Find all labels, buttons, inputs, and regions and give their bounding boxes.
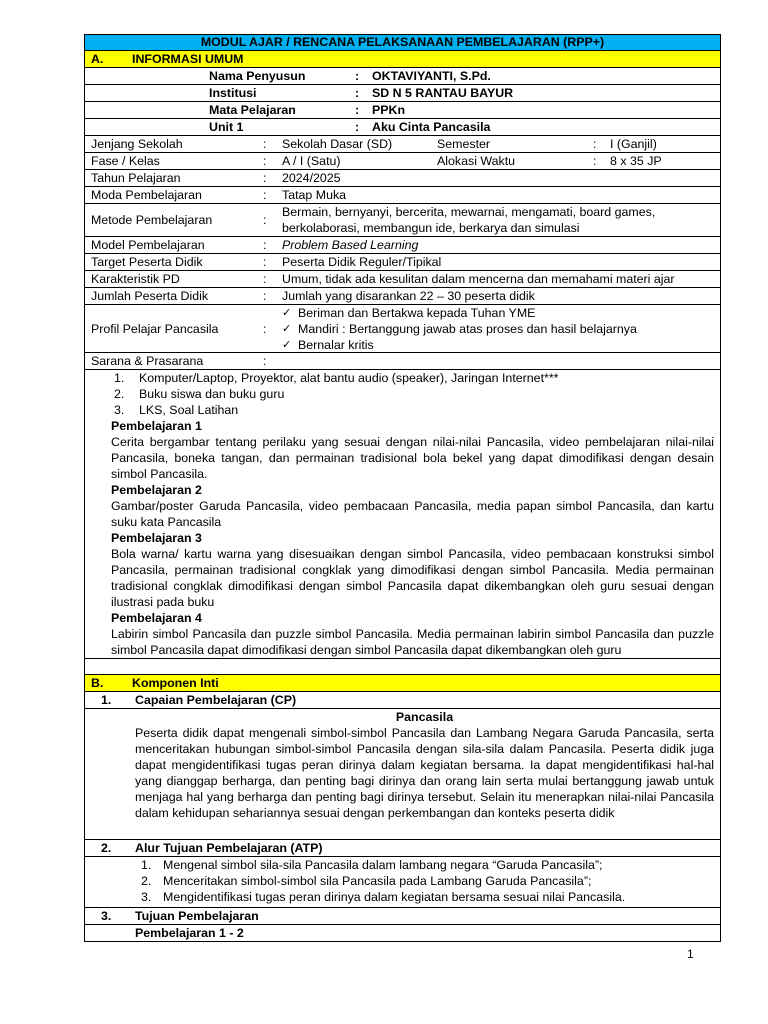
section-b-label: Komponen Inti (132, 676, 219, 690)
sarana-item (111, 386, 714, 402)
field-value: Bermain, bernyanyi, bercerita, mewarnai, mengamati, board games, berkolaborasi, membangun ide, berkarya dan simulasi (282, 205, 656, 235)
field-key: Fase / Kelas (91, 154, 160, 168)
atp-item-number: 2. (141, 874, 152, 888)
field-colon: : (263, 154, 267, 168)
info-row-institusi (84, 84, 721, 101)
section-b-header (84, 674, 721, 691)
field-value: 2024/2025 (282, 171, 341, 185)
field-colon: : (263, 238, 267, 252)
field-key: Moda Pembelajaran (91, 188, 202, 202)
cp-header (84, 691, 721, 708)
atp-item-number: 3. (141, 890, 152, 904)
field-key-alokasi: Alokasi Waktu (437, 154, 516, 168)
info-colon: : (355, 103, 360, 117)
pembelajaran-title: Pembelajaran 2 (111, 483, 202, 497)
info-row-penyusun (84, 67, 721, 84)
sarana-item (111, 402, 714, 418)
info-key: Mata Pelajaran (209, 103, 296, 117)
field-row-profil (84, 304, 721, 352)
field-row-fase (84, 152, 721, 169)
field-row-tahun (84, 169, 721, 186)
field-value-semester: I (Ganjil) (610, 137, 657, 151)
atp-item-text: Mengidentifikasi tugas peran dirinya dalam kegiatan bersama sesuai nilai Pancasila. (163, 890, 626, 904)
field-value: Sekolah Dasar (SD) (282, 137, 393, 151)
spacer-row (84, 658, 721, 674)
cp-number: 1. (101, 693, 112, 707)
field-row-model (84, 236, 721, 253)
info-key: Institusi (209, 86, 257, 100)
field-key: Model Pembelajaran (91, 238, 205, 252)
page-number: 1 (687, 947, 694, 961)
sarana-item-text: Komputer/Laptop, Proyektor, alat bantu audio (speaker), Jaringan Internet*** (139, 371, 559, 385)
info-colon: : (355, 86, 360, 100)
field-value: A / I (Satu) (282, 154, 341, 168)
profil-item: ✓ Mandiri : Bertanggung jawab atas proses dan hasil belajarnya (282, 321, 714, 337)
rpp-document (84, 34, 721, 942)
info-colon: : (355, 120, 360, 134)
tp-content (84, 924, 721, 942)
field-row-jenjang (84, 135, 721, 152)
field-colon: : (263, 354, 267, 368)
tp-title: Tujuan Pembelajaran (135, 909, 259, 923)
field-value: Jumlah yang disarankan 22 – 30 peserta didik (282, 289, 535, 303)
profil-item: ✓ Bernalar kritis (282, 337, 714, 353)
field-colon: : (593, 137, 597, 151)
info-value: OKTAVIYANTI, S.Pd. (372, 69, 491, 83)
field-colon: : (263, 255, 267, 269)
info-row-mapel (84, 101, 721, 118)
field-value-alokasi: 8 x 35 JP (610, 154, 662, 168)
field-colon: : (263, 171, 267, 185)
profil-item: ✓ Beriman dan Bertakwa kepada Tuhan YME (282, 305, 714, 321)
atp-item-number: 1. (141, 858, 152, 872)
field-value: Umum, tidak ada kesulitan dalam mencerna dan memahami materi ajar (282, 272, 675, 286)
field-value: Peserta Didik Reguler/Tipikal (282, 255, 442, 269)
field-row-target (84, 253, 721, 270)
field-key: Target Peserta Didik (91, 255, 203, 269)
atp-item-text: Menceritakan simbol-simbol sila Pancasila pada Lambang Garuda Pancasila”; (163, 874, 592, 888)
field-value: Problem Based Learning (282, 238, 419, 252)
info-value: Aku Cinta Pancasila (372, 120, 491, 134)
sarana-item-number: 2. (114, 387, 125, 401)
field-row-karakteristik (84, 270, 721, 287)
field-key: Metode Pembelajaran (91, 213, 213, 227)
field-colon: : (263, 321, 267, 336)
sarana-item-text: Buku siswa dan buku guru (139, 387, 285, 401)
pembelajaran-title: Pembelajaran 1 (111, 419, 202, 433)
atp-title: Alur Tujuan Pembelajaran (ATP) (135, 841, 323, 855)
field-key: Karakteristik PD (91, 272, 180, 286)
document-title: MODUL AJAR / RENCANA PELAKSANAAN PEMBELAJARAN (RPP+) (84, 34, 721, 50)
field-colon: : (263, 188, 267, 202)
field-key-semester: Semester (437, 137, 491, 151)
field-row-metode (84, 203, 721, 236)
atp-header (84, 839, 721, 856)
info-key: Unit 1 (209, 120, 244, 134)
info-key: Nama Penyusun (209, 69, 306, 83)
section-a-header (84, 50, 721, 67)
field-row-sarana (84, 352, 721, 369)
field-key: Jumlah Peserta Didik (91, 289, 209, 303)
sarana-item-text: LKS, Soal Latihan (139, 403, 239, 417)
section-b-code: B. (91, 676, 104, 690)
atp-content (84, 856, 721, 907)
tp-subtitle: Pembelajaran 1 - 2 (135, 926, 244, 940)
cp-title: Capaian Pembelajaran (CP) (135, 693, 297, 707)
pembelajaran-text: Cerita bergambar tentang perilaku yang sesuai dengan nilai-nilai Pancasila, video pembelajaran nilai-nilai Pancasila, boneka tangan, dan permainan tradisional bola bekel yang dapat dimodifikasi dengan desain simbol Pancasila. (111, 435, 714, 481)
tp-number: 3. (101, 909, 112, 923)
profil-list (282, 305, 714, 353)
field-value: Tatap Muka (282, 188, 347, 202)
atp-number: 2. (101, 841, 112, 855)
sarana-content (84, 369, 721, 658)
info-value: SD N 5 RANTAU BAYUR (372, 86, 514, 100)
field-colon: : (263, 137, 267, 151)
tp-header (84, 907, 721, 924)
sarana-item (111, 370, 714, 386)
field-key: Tahun Pelajaran (91, 171, 181, 185)
atp-item (135, 857, 714, 873)
field-colon: : (263, 272, 267, 286)
cp-text: Peserta didik dapat mengenali simbol-simbol Pancasila dan Lambang Negara Garuda Pancasila, serta menceritakan hubungan simbol-simbol Pancasila dengan sila-sila dalam Pancasila. Peserta didik juga dapat mengidentifikasi tugas peran dirinya dalam kegiatan bersama. Ia dapat mengidentifikasi hal-hal yang dianggap berharga, dan penting bagi dirinya dan orang lain serta mulai bertanggung jawab untuk menjaga hal yang berharga dan penting bagi dirinya tersebut. Selain itu menerapkan nilai-nilai Pancasila dalam kehidupan sehariannya sesuai dengan perkembangan dan konteks peserta didik (135, 726, 714, 820)
pembelajaran-title: Pembelajaran 3 (111, 531, 202, 545)
atp-item-text: Mengenal simbol sila-sila Pancasila dalam lambang negara “Garuda Pancasila”; (163, 858, 603, 872)
pembelajaran-text: Labirin simbol Pancasila dan puzzle simbol Pancasila. Media permainan labirin simbol Pancasila dan puzzle simbol Pancasila dapat dimodifikasi dengan simbol Pancasila dapat dikembangkan oleh guru (111, 627, 714, 657)
section-a-label: INFORMASI UMUM (132, 52, 244, 66)
field-key: Sarana & Prasarana (91, 354, 204, 368)
cp-content (84, 708, 721, 839)
pembelajaran-title: Pembelajaran 4 (111, 611, 202, 625)
cp-subtitle: Pancasila (395, 710, 454, 724)
sarana-item-number: 1. (114, 371, 125, 385)
field-row-jumlah (84, 287, 721, 304)
pembelajaran-text: Bola warna/ kartu warna yang disesuaikan dengan simbol Pancasila, video pembacaan konstruksi simbol Pancasila, permainan tradisional congklak yang dimodifikasi dengan simbol Pancasila. Media permainan tradisional congklak dimodifikasi dengan simbol Pancasila dapat dikembangkan oleh guru sesuai dengan ilustrasi pada buku (111, 547, 714, 609)
field-colon: : (263, 213, 267, 227)
info-colon: : (355, 69, 360, 83)
field-key: Profil Pelajar Pancasila (91, 321, 219, 336)
section-a-code: A. (91, 52, 104, 66)
atp-item (135, 873, 714, 889)
info-value: PPKn (372, 103, 406, 117)
field-colon: : (593, 154, 597, 168)
info-row-unit (84, 118, 721, 135)
pembelajaran-text: Gambar/poster Garuda Pancasila, video pembacaan Pancasila, media papan simbol Pancasila, dan kartu suku kata Pancasila (111, 499, 714, 529)
field-row-moda (84, 186, 721, 203)
sarana-item-number: 3. (114, 403, 125, 417)
field-key: Jenjang Sekolah (91, 137, 183, 151)
field-colon: : (263, 289, 267, 303)
atp-item (135, 889, 714, 905)
